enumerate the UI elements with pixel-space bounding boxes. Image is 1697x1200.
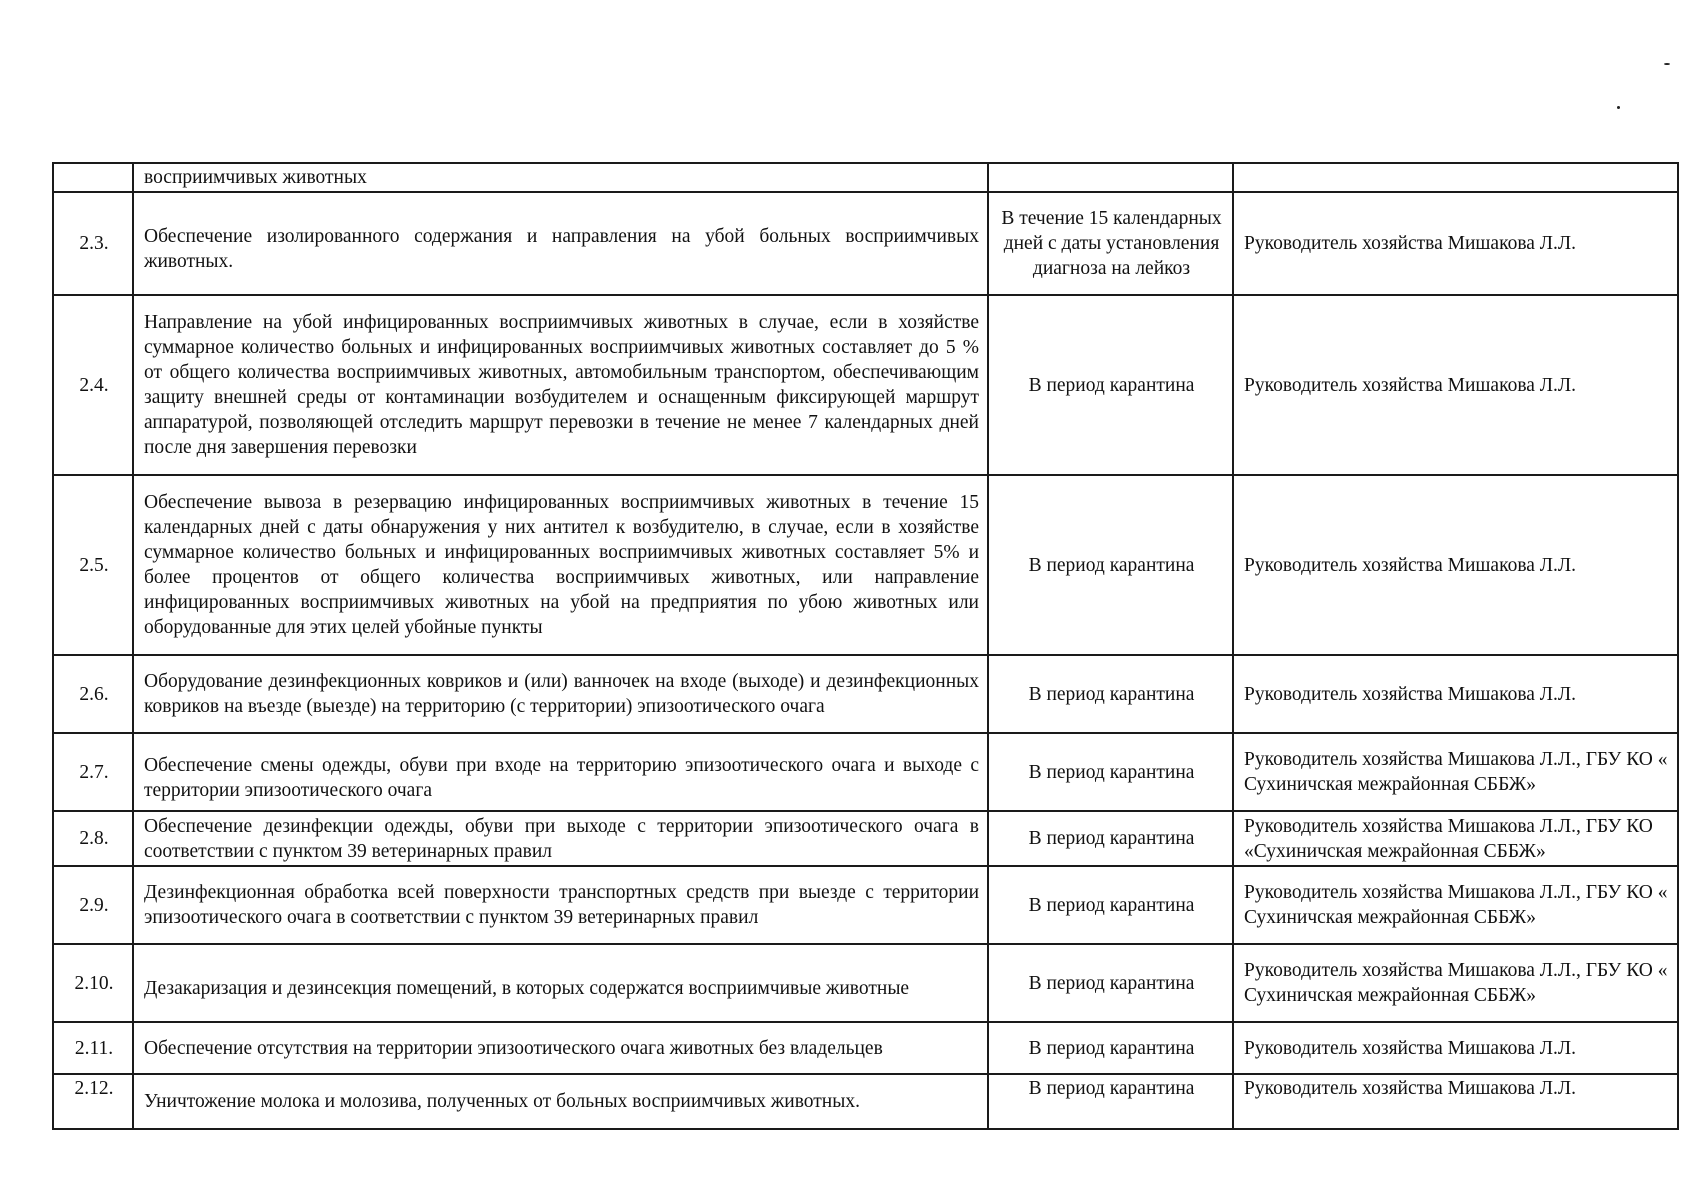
row-term: В период карантина [988, 1022, 1233, 1074]
table-row [53, 295, 1678, 475]
row-action: Уничтожение молока и молозива, полученных от больных восприимчивых животных. [133, 1074, 988, 1129]
row-responsible: Руководитель хозяйства Мишакова Л.Л. [1233, 192, 1678, 295]
row-responsible: Руководитель хозяйства Мишакова Л.Л., ГБУ КО « Сухиничская межрайонная СББЖ» [1233, 944, 1678, 1022]
row-term: В период карантина [988, 295, 1233, 475]
row-action: Оборудование дезинфекционных ковриков и (или) ванночек на входе (выходе) и дезинфекционных ковриков на въезде (выезде) на территорию (с территории) эпизоотического очага [133, 655, 988, 733]
row-term: В период карантина [988, 475, 1233, 655]
row-term: В период карантина [988, 655, 1233, 733]
row-responsible: Руководитель хозяйства Мишакова Л.Л. [1233, 655, 1678, 733]
table-row [53, 192, 1678, 295]
row-term [988, 163, 1233, 192]
row-term: В период карантина [988, 733, 1233, 811]
row-action: Обеспечение смены одежды, обуви при входе на территорию эпизоотического очага и выходе с территории эпизоотического очага [133, 733, 988, 811]
row-number: 2.9. [53, 866, 133, 944]
row-term: В период карантина [988, 944, 1233, 1022]
row-action: Обеспечение дезинфекции одежды, обуви при выходе с территории эпизоотического очага в соответствии с пунктом 39 ветеринарных правил [133, 811, 988, 866]
table-row [53, 475, 1678, 655]
row-responsible: Руководитель хозяйства Мишакова Л.Л. [1233, 295, 1678, 475]
row-number: 2.7. [53, 733, 133, 811]
row-action: Направление на убой инфицированных восприимчивых животных в случае, если в хозяйстве суммарное количество больных и инфицированных восприимчивых животных составляет до 5 % от общего количества восприимчивых животных, автомобильным транспортом, обеспечивающим защиту внешней среды от контаминации возбудителем и оснащенным фиксирующей маршрут аппаратурой, позволяющей отследить маршрут перевозки в течение не менее 7 календарных дней после дня завершения перевозки [133, 295, 988, 475]
row-number: 2.11. [53, 1022, 133, 1074]
row-responsible: Руководитель хозяйства Мишакова Л.Л. [1233, 475, 1678, 655]
measures-table [52, 162, 1679, 1130]
row-term: В период карантина [988, 1074, 1233, 1129]
row-responsible: Руководитель хозяйства Мишакова Л.Л. [1233, 1074, 1678, 1129]
row-responsible: Руководитель хозяйства Мишакова Л.Л., ГБУ КО «Сухиничская межрайонная СББЖ» [1233, 811, 1678, 866]
table-row [53, 811, 1678, 866]
row-number: 2.3. [53, 192, 133, 295]
row-action: Обеспечение изолированного содержания и направления на убой больных восприимчивых животных. [133, 192, 988, 295]
row-term: В период карантина [988, 866, 1233, 944]
row-number: 2.8. [53, 811, 133, 866]
scan-speck [1617, 106, 1620, 109]
row-responsible: Руководитель хозяйства Мишакова Л.Л. [1233, 1022, 1678, 1074]
table-row [53, 1074, 1678, 1129]
row-action: Обеспечение вывоза в резервацию инфицированных восприимчивых животных в течение 15 календарных дней с даты обнаружения у них антител к возбудителю, в случае, если в хозяйстве суммарное количество больных и инфицированных восприимчивых животных составляет 5% и более процентов от общего количества восприимчивых животных, или направление инфицированных восприимчивых животных на убой на предприятия по убою животных или оборудованные для этих целей убойные пункты [133, 475, 988, 655]
row-action: Обеспечение отсутствия на территории эпизоотического очага животных без владельцев [133, 1022, 988, 1074]
table-row [53, 1022, 1678, 1074]
row-number: 2.5. [53, 475, 133, 655]
row-responsible: Руководитель хозяйства Мишакова Л.Л., ГБУ КО « Сухиничская межрайонная СББЖ» [1233, 866, 1678, 944]
row-term: В период карантина [988, 811, 1233, 866]
row-number: 2.6. [53, 655, 133, 733]
row-number: 2.10. [53, 944, 133, 1022]
row-number [53, 163, 133, 192]
table-row [53, 866, 1678, 944]
scan-speck [1664, 63, 1670, 65]
table-row [53, 163, 1678, 192]
table-row [53, 733, 1678, 811]
row-action: Дезакаризация и дезинсекция помещений, в которых содержатся восприимчивые животные [133, 944, 988, 1022]
row-number: 2.4. [53, 295, 133, 475]
table-row [53, 944, 1678, 1022]
row-term: В течение 15 календарных дней с даты установления диагноза на лейкоз [988, 192, 1233, 295]
row-number: 2.12. [53, 1074, 133, 1129]
row-responsible [1233, 163, 1678, 192]
row-responsible: Руководитель хозяйства Мишакова Л.Л., ГБУ КО « Сухиничская межрайонная СББЖ» [1233, 733, 1678, 811]
row-action: Дезинфекционная обработка всей поверхности транспортных средств при выезде с территории эпизоотического очага в соответствии с пунктом 39 ветеринарных правил [133, 866, 988, 944]
row-action: восприимчивых животных [133, 163, 988, 192]
table-row [53, 655, 1678, 733]
